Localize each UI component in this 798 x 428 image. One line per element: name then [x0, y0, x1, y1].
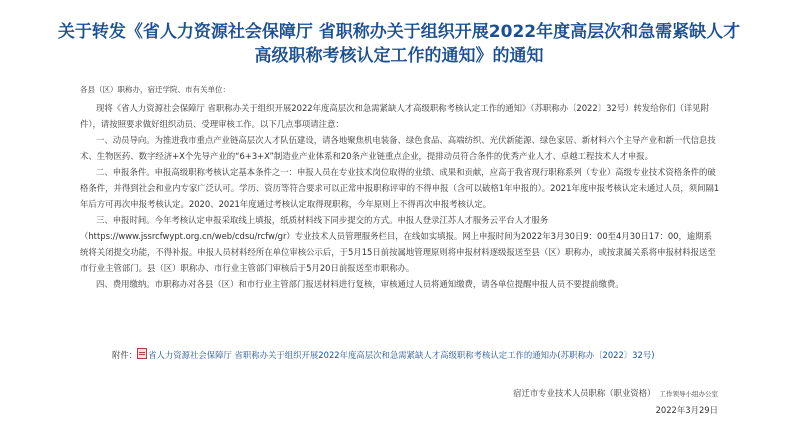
paragraph-mobilization: 一、动员导向。为推进我市重点产业链高层次人才队伍建设，请各地聚焦机电装备、绿色食品、高端纺织、光伏新能源、绿色家居、新材料六个主导产业和新一代信息技术、生物医药、数字经济+X个先导产业的“6+3+X”制造业产业体系和20条产业链重点企业，提排动员符合条件的优秀产业人才、卓越工程技术人才申报。: [80, 135, 716, 161]
paragraph-fees: 四、费用缴纳。市职称办对各县（区）和市行业主管部门报送材料进行复核，审核通过人员将通知缴费，请各单位提醒申报人员不要提前缴费。: [96, 279, 624, 289]
paragraph-intro: 现将《省人力资源社会保障厅 省职称办关于组织开展2022年度高层次和急需紧缺人才高级职称考核认定工作的通知》（苏职称办〔2022〕32号）转发给你们（详见附件），请按照要求做好组织动员、受理审核工作。以下几点事项请注意：: [80, 103, 709, 129]
attachment-label: 附件：: [112, 350, 138, 360]
title-line-1: 关于转发《省人力资源社会保障厅 省职称办关于组织开展2022年度高层次和急需紧缺人才: [57, 22, 741, 42]
issue-date: 2022年3月29日: [655, 405, 718, 415]
paragraph-time: 三、申报时间。今年考核认定申报采取线上填报，纸质材料线下同步提交的方式。申报人登录江苏人才服务云平台人才服务（https://www.jssrcfwypt.org.cn/web/cdsu/rcfw/gr）专业技术人员管理服务栏目，在线如实填报。网上申报时间为2022年3月30日9：00至4月30日17：00，逾期系统将关闭提交功能，不得补报。申报人员材料经所在单位审核公示后，于5月15日前按属地管理原则将申报材料逐级报送至县（区）职称办，或按隶属关系将申报材料报送至市行业主管部门。县（区）职称办、市行业主管部门审核后于5月20日前报送至市职称办。: [80, 215, 716, 273]
issuer-name: 宿迁市专业技术人员职称（职业资格）: [513, 388, 656, 398]
attachment-row: [80, 348, 740, 362]
issuer-office: 工作领导小组办公室: [659, 390, 718, 398]
title-line-2: 高级职称考核认定工作的通知》的通知: [254, 46, 544, 66]
salutation: 各县（区）职称办，宿迁学院、市有关单位：: [80, 85, 230, 94]
pdf-file-icon: [137, 348, 147, 359]
issuer: [513, 387, 718, 399]
paragraph-conditions: 二、申报条件。申报高级职称考核认定基本条件之一：申报人员在专业技术岗位取得的业绩、成果和贡献，应高于我省现行职称系列（专业）高级专业技术资格条件的破格条件，并得到社会和业内专家广泛认可。学历、资历等符合要求可以正常申报职称评审的不得申报（含可以破格1年申报的）。2021年度申报考核认定未通过人员，须间隔1年后方可再次申报考核认定。2020、2021年度通过考核认定取得现职称，今年原则上不得再次申报考核认定。: [80, 167, 720, 209]
page-title: [40, 20, 758, 68]
attachment-link[interactable]: 省人力资源社会保障厅 省职称办关于组织开展2022年度高层次和急需紧缺人才高级职称考核认定工作的通知办(苏职称办〔2022〕32号): [148, 350, 655, 360]
notice-body: [80, 100, 720, 292]
